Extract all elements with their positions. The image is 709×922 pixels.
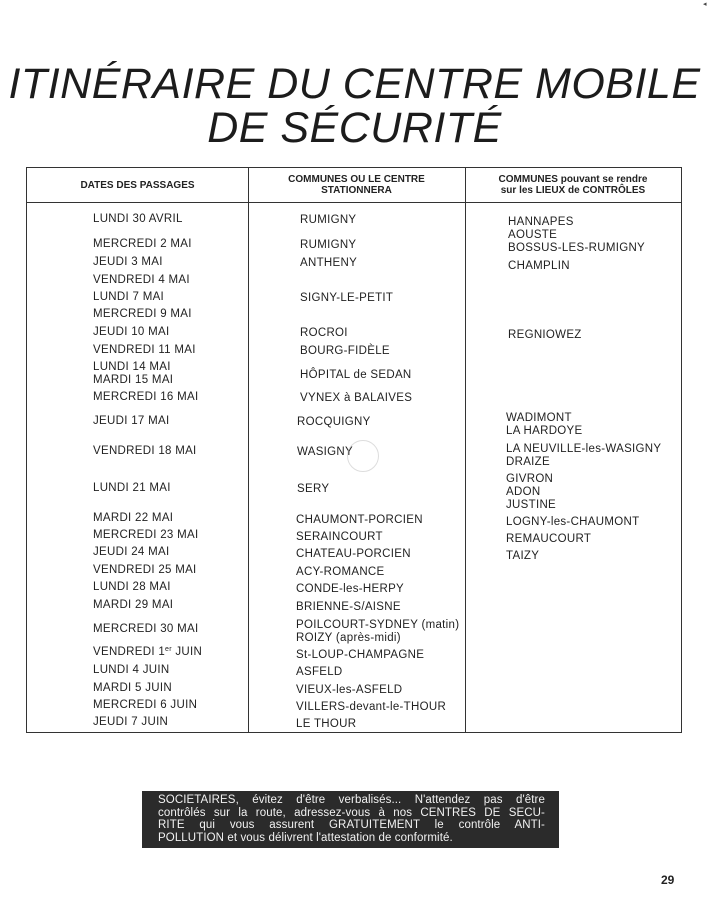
controle-cell: JUSTINE [506, 499, 557, 511]
date-cell: LUNDI 14 MAI [93, 361, 171, 373]
controle-cell: REGNIOWEZ [508, 329, 582, 341]
column-divider-1 [248, 168, 249, 732]
header-dates-label: DATES DES PASSAGES [80, 179, 195, 191]
date-cell: MARDI 29 MAI [93, 599, 174, 611]
station-cell: BOURG-FIDÈLE [300, 345, 390, 357]
station-cell: RUMIGNY [300, 239, 357, 251]
date-cell: JEUDI 17 MAI [93, 415, 170, 427]
notice-line: POLLUTION et vous délivrent l'attestation de conformité. [158, 831, 453, 844]
station-cell: ROIZY (après-midi) [296, 632, 401, 644]
station-cell: VYNEX à BALAIVES [300, 392, 413, 404]
station-cell: WASIGNY [297, 446, 353, 458]
date-cell: VENDREDI 18 MAI [93, 445, 197, 457]
date-cell: MARDI 5 JUIN [93, 682, 172, 694]
controle-cell: DRAIZE [506, 456, 550, 468]
date-cell [93, 646, 202, 659]
station-cell: RUMIGNY [300, 214, 357, 226]
notice-line: SOCIETAIRES, évitez d'être verbalisés... N'attendez pas d'être [158, 794, 545, 806]
controle-cell: TAIZY [506, 550, 540, 562]
header-controles [465, 168, 681, 202]
date-cell: JEUDI 24 MAI [93, 546, 170, 558]
date-cell: JEUDI 10 MAI [93, 326, 170, 338]
station-cell: BRIENNE-S/AISNE [296, 601, 401, 613]
column-divider-2 [465, 168, 466, 732]
date-cell: LUNDI 4 JUIN [93, 664, 170, 676]
date-cell: JEUDI 3 MAI [93, 256, 163, 268]
header-communes [248, 168, 465, 202]
notice-line: RITE qui vous assurent GRATUITEMENT le contrôle ANTI- [158, 819, 545, 831]
station-cell: SERY [297, 483, 330, 495]
date-cell: LUNDI 30 AVRIL [93, 213, 183, 225]
page-title-line-1: ITINÉRAIRE DU CENTRE MOBILE [8, 60, 701, 108]
date-cell: MERCREDI 6 JUIN [93, 699, 198, 711]
header-communes-line-2: STATIONNERA [321, 185, 392, 196]
notice-box [142, 791, 559, 848]
date-cell: MARDI 15 MAI [93, 374, 174, 386]
date-cell: LUNDI 21 MAI [93, 482, 171, 494]
header-divider [27, 202, 681, 203]
controle-cell: WADIMONT [506, 412, 572, 424]
controle-cell: AOUSTE [508, 229, 558, 241]
header-communes-line-1: COMMUNES OU LE CENTRE [288, 174, 425, 185]
station-cell: ROCROI [300, 327, 348, 339]
station-cell: SIGNY-LE-PETIT [300, 292, 394, 304]
controle-cell: LA NEUVILLE-les-WASIGNY [506, 443, 662, 455]
controle-cell: ADON [506, 486, 541, 498]
station-cell: VIEUX-les-ASFELD [296, 684, 403, 696]
station-cell: St-LOUP-CHAMPAGNE [296, 649, 425, 661]
date-cell: LUNDI 7 MAI [93, 291, 165, 303]
date-cell: VENDREDI 11 MAI [93, 344, 196, 356]
controle-cell: LOGNY-les-CHAUMONT [506, 516, 640, 528]
station-cell: HÔPITAL de SEDAN [300, 369, 412, 381]
station-cell: ANTHENY [300, 257, 358, 269]
station-cell: SERAINCOURT [296, 531, 383, 543]
station-cell: VILLERS-devant-le-THOUR [296, 701, 447, 713]
station-cell: ROCQUIGNY [297, 416, 371, 428]
controle-cell: GIVRON [506, 473, 554, 485]
controle-cell: BOSSUS-LES-RUMIGNY [508, 242, 646, 254]
page-title-line-2: DE SÉCURITÉ [207, 104, 502, 152]
date-cell: MARDI 22 MAI [93, 512, 174, 524]
date-cell: VENDREDI 25 MAI [93, 564, 197, 576]
header-controles-line-1: COMMUNES pouvant se rendre [498, 174, 648, 185]
station-cell: ACY-ROMANCE [296, 566, 385, 578]
watermark-logo [347, 440, 379, 472]
date-cell: MERCREDI 23 MAI [93, 529, 199, 541]
station-cell: LE THOUR [296, 718, 357, 730]
date-cell: JEUDI 7 JUIN [93, 716, 169, 728]
station-cell: POILCOURT-SYDNEY (matin) [296, 619, 460, 631]
station-cell: CHAUMONT-PORCIEN [296, 514, 423, 526]
date-cell: VENDREDI 4 MAI [93, 274, 190, 286]
controle-cell: REMAUCOURT [506, 533, 592, 545]
station-cell: CHATEAU-PORCIEN [296, 548, 411, 560]
controle-cell: LA HARDOYE [506, 425, 583, 437]
date-cell-day: VENDREDI 1 [93, 646, 166, 658]
controle-cell: HANNAPES [508, 216, 574, 228]
date-cell-month: JUIN [175, 646, 203, 658]
date-cell: MERCREDI 2 MAI [93, 238, 192, 250]
station-cell: ASFELD [296, 666, 343, 678]
itinerary-table [26, 167, 682, 733]
date-cell: LUNDI 28 MAI [93, 581, 171, 593]
page-number: 29 [661, 873, 675, 887]
notice-line: contrôlés sur la route, adressez-vous à nos CENTRES DE SECU- [158, 806, 545, 819]
date-cell: MERCREDI 30 MAI [93, 623, 199, 635]
corner-mark: ◂ [703, 1, 707, 8]
header-dates [27, 168, 248, 202]
header-controles-line-2: sur les LIEUX de CONTRÔLES [500, 185, 646, 196]
station-cell: CONDE-les-HERPY [296, 583, 405, 595]
controle-cell: CHAMPLIN [508, 260, 570, 272]
date-cell: MERCREDI 9 MAI [93, 308, 192, 320]
date-cell-ordinal: er [165, 646, 172, 653]
date-cell: MERCREDI 16 MAI [93, 391, 199, 403]
